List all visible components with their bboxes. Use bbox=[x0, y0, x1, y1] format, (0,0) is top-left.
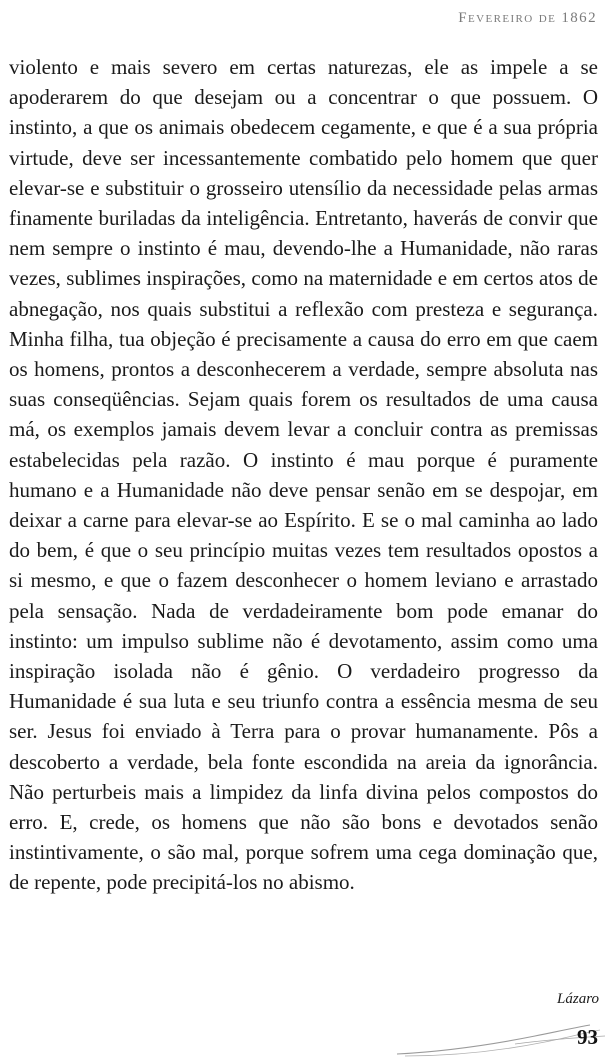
page-number: 93 bbox=[577, 1025, 598, 1049]
body-paragraph: violento e mais severo em certas naturezas, ele as impele a se apoderarem do que desejam ou a concentrar o que possuem. O instinto, a que os animais obedecem cegamente, e que é a sua própria virtude, deve ser incessantemente combatido pelo homem que quer elevar-se e substituir o grosseiro utensílio da necessidade pelas armas finamente buriladas da inteligência. Entretanto, haverás de convir que nem sempre o instinto é mau, devendo-lhe a Humanidade, não raras vezes, sublimes inspirações, como na maternidade e em certos atos de abnegação, nos quais substitui a reflexão com presteza e segurança. Minha filha, tua objeção é precisamente a causa do erro em que caem os homens, prontos a desconhecerem a verdade, sempre absoluta nas suas conseqüências. Sejam quais forem os resultados de uma causa má, os exemplos jamais devem levar a concluir contra as premissas estabelecidas pela razão. O instinto é mau porque é puramente humano e a Humanidade não deve pensar senão em se despojar, em deixar a carne para elevar-se ao Espírito. E se o mal caminha ao lado do bem, é que o seu princípio muitas vezes tem resultados opostos a si mesmo, e que o fazem desconhecer o homem leviano e arrastado pela sensação. Nada de verdadeiramente bom pode emanar do instinto: um impulso sublime não é devotamento, assim como uma inspiração isolada não é gênio. O verdadeiro progresso da Humanidade é sua luta e seu triunfo contra a essência mesma de seu ser. Jesus foi enviado à Terra para o provar humanamente. Pôs a descoberto a verdade, bela fonte escondida na areia da ignorância. Não perturbeis mais a limpidez da linfa divina pelos compostos do erro. E, crede, os homens que não são bons e devotados senão instintivamente, o são mal, porque sofrem uma cega dominação que, de repente, pode precipitá-los no abismo. bbox=[9, 55, 598, 895]
running-head: Fevereiro de 1862 bbox=[458, 10, 597, 26]
author-signature: Lázaro bbox=[557, 991, 599, 1007]
swash-flourish-ornament-icon bbox=[395, 1016, 607, 1061]
